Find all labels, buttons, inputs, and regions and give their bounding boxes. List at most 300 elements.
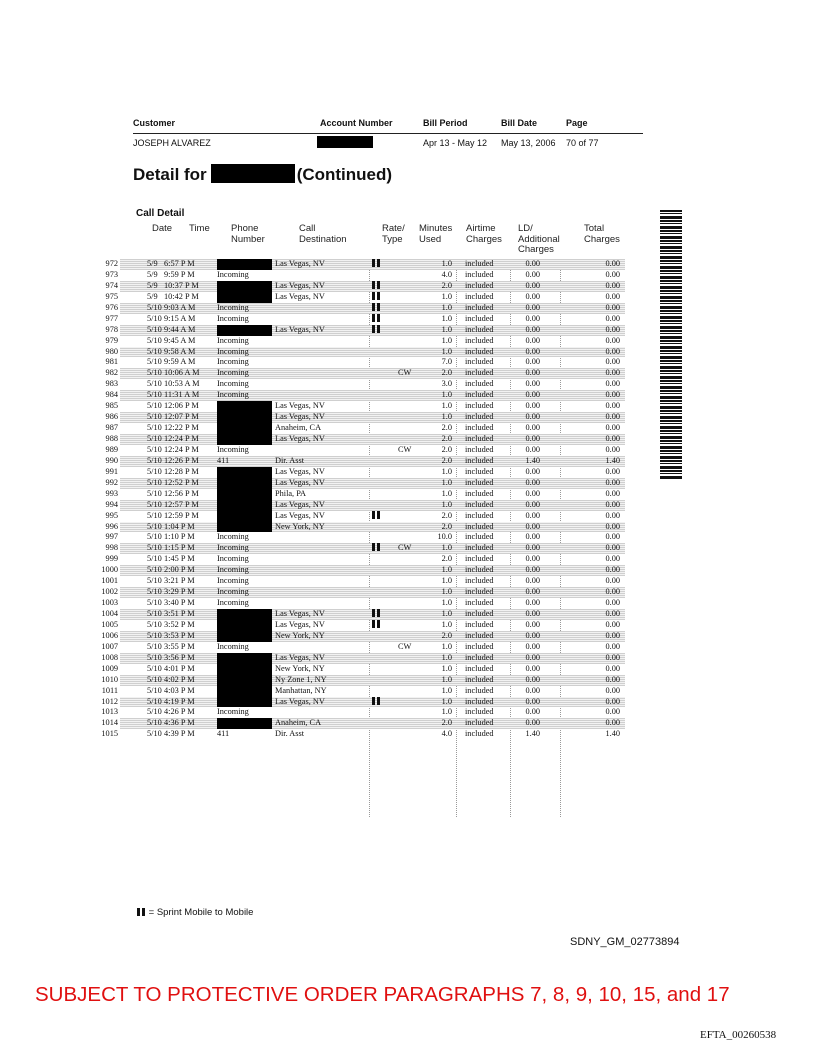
- phone-number-redaction: [217, 675, 272, 686]
- row-number: 998: [105, 543, 118, 553]
- minutes-used: 1.0: [441, 302, 452, 312]
- total-charges: 0.00: [605, 488, 620, 498]
- minutes-used: 1.0: [441, 598, 452, 608]
- row-number: 984: [105, 390, 118, 400]
- call-time: 3:21 P M: [164, 576, 195, 586]
- ld-charges: 0.00: [525, 696, 540, 706]
- legend: [137, 907, 253, 918]
- phone-number-redaction: [217, 281, 272, 292]
- total-charges: 0.00: [605, 696, 620, 706]
- row-number: 982: [105, 368, 118, 378]
- row-number: 979: [105, 335, 118, 345]
- call-time: 9:44 A M: [164, 324, 196, 334]
- total-charges: 0.00: [605, 685, 620, 695]
- minutes-used: 10.0: [437, 532, 452, 542]
- minutes-used: 1.0: [441, 663, 452, 673]
- airtime-charges: included: [465, 269, 494, 279]
- airtime-charges: included: [465, 609, 494, 618]
- row-number: 1008: [101, 652, 118, 662]
- minutes-used: 2.0: [441, 455, 452, 465]
- table-row: [105, 488, 625, 500]
- total-charges: 0.00: [605, 259, 620, 268]
- call-date: 5/9: [147, 269, 158, 279]
- row-number: 1002: [101, 587, 118, 597]
- airtime-charges: included: [465, 466, 494, 476]
- total-charges: 0.00: [605, 412, 620, 422]
- minutes-used: 1.0: [441, 543, 452, 553]
- call-destination: Las Vegas, NV: [275, 291, 325, 301]
- call-destination: Las Vegas, NV: [275, 696, 325, 706]
- total-charges: 0.00: [605, 302, 620, 312]
- call-time: 4:26 P M: [164, 707, 195, 717]
- row-number: 993: [105, 488, 118, 498]
- sprint-mobile-to-mobile-icon: [372, 281, 381, 292]
- minutes-used: 2.0: [441, 630, 452, 640]
- ld-charges: 0.00: [525, 532, 540, 542]
- call-date: 5/10: [147, 401, 162, 411]
- call-destination: Las Vegas, NV: [275, 466, 325, 476]
- ld-charges: 0.00: [525, 313, 540, 323]
- call-date: 5/10: [147, 521, 162, 531]
- call-time: 4:36 P M: [164, 718, 195, 728]
- airtime-charges: included: [465, 379, 494, 389]
- total-charges: 0.00: [605, 313, 620, 323]
- call-destination: Las Vegas, NV: [275, 609, 325, 618]
- call-destination: Dir. Asst: [275, 729, 305, 739]
- ld-charges: 0.00: [525, 521, 540, 531]
- minutes-used: 2.0: [441, 423, 452, 433]
- ld-charges: 0.00: [525, 401, 540, 411]
- page-number: 70 of 77: [566, 138, 599, 148]
- minutes-used: 4.0: [441, 729, 452, 739]
- table-row: [101, 587, 625, 598]
- call-date: 5/10: [147, 357, 162, 367]
- total-charges: 0.00: [605, 598, 620, 608]
- airtime-charges: included: [465, 302, 494, 312]
- row-number: 990: [105, 455, 118, 465]
- table-row: [105, 532, 625, 543]
- row-number: 994: [105, 499, 118, 509]
- call-time: 1:15 P M: [164, 543, 195, 553]
- airtime-charges: included: [465, 663, 494, 673]
- sprint-mobile-to-mobile-icon: [372, 511, 381, 522]
- total-charges: 0.00: [605, 346, 620, 356]
- call-destination: Las Vegas, NV: [275, 324, 325, 334]
- airtime-charges: included: [465, 685, 494, 695]
- call-time: 1:10 P M: [164, 532, 195, 542]
- call-date: 5/10: [147, 685, 162, 695]
- minutes-used: 3.0: [441, 379, 452, 389]
- row-number: 986: [105, 412, 118, 422]
- row-number: 1005: [101, 619, 118, 629]
- phone-number: 411: [217, 455, 230, 465]
- ld-charges: 0.00: [525, 390, 540, 400]
- call-destination: New York, NY: [275, 630, 325, 640]
- ld-charges: 0.00: [525, 652, 540, 662]
- phone-number: Incoming: [217, 598, 249, 608]
- table-row: [101, 707, 625, 718]
- phone-number: Incoming: [217, 346, 249, 356]
- table-row: [105, 324, 625, 336]
- minutes-used: 1.0: [441, 499, 452, 509]
- sprint-mobile-to-mobile-icon: [372, 543, 381, 554]
- table-row: [105, 412, 625, 423]
- phone-number-redaction: [217, 522, 272, 533]
- total-charges: 0.00: [605, 609, 620, 618]
- airtime-charges: included: [465, 587, 494, 597]
- airtime-charges: included: [465, 313, 494, 323]
- col-time: [189, 224, 210, 235]
- phone-number-redaction: [217, 609, 272, 620]
- call-date: 5/10: [147, 652, 162, 662]
- row-number: 981: [105, 357, 118, 367]
- table-row: [105, 401, 625, 412]
- ld-charges: 0.00: [525, 619, 540, 629]
- call-time: 3:55 P M: [164, 641, 195, 651]
- call-time: 9:58 A M: [164, 346, 196, 356]
- minutes-used: 7.0: [441, 357, 452, 367]
- total-charges: 0.00: [605, 641, 620, 651]
- phone-number: Incoming: [217, 587, 249, 597]
- ld-charges: 0.00: [525, 598, 540, 608]
- call-destination: New York, NY: [275, 521, 325, 531]
- call-date: 5/10: [147, 718, 162, 728]
- row-number: 1004: [101, 609, 118, 618]
- table-row: [101, 598, 625, 609]
- call-destination: Dir. Asst: [275, 455, 305, 465]
- phone-number: Incoming: [217, 565, 249, 575]
- bill-period: Apr 13 - May 12: [423, 138, 488, 148]
- phone-number: Incoming: [217, 302, 249, 312]
- call-time: 12:24 P M: [164, 444, 199, 454]
- total-charges: 0.00: [605, 368, 620, 378]
- row-number: 1009: [101, 663, 118, 673]
- total-charges: 0.00: [605, 674, 620, 684]
- total-charges: 0.00: [605, 379, 620, 389]
- call-destination: Las Vegas, NV: [275, 510, 325, 520]
- minutes-used: 1.0: [441, 576, 452, 586]
- minutes-used: 1.0: [441, 466, 452, 476]
- table-row: [101, 630, 625, 642]
- table-row: [101, 663, 625, 675]
- total-charges: 0.00: [605, 630, 620, 640]
- minutes-used: 1.0: [441, 587, 452, 597]
- table-row: [101, 609, 625, 620]
- col-minutes: Minutes Used: [419, 223, 453, 245]
- airtime-charges: included: [465, 521, 494, 531]
- col-total: Total Charges: [584, 223, 620, 245]
- total-charges: 0.00: [605, 554, 620, 564]
- table-row: [105, 521, 625, 533]
- row-number: 987: [105, 423, 118, 433]
- table-row: [105, 357, 625, 368]
- call-time: 3:52 P M: [164, 619, 195, 629]
- phone-number-redaction: [217, 325, 272, 336]
- minutes-used: 1.0: [441, 412, 452, 422]
- total-charges: 0.00: [605, 335, 620, 345]
- table-row: [101, 674, 625, 686]
- airtime-charges: included: [465, 707, 494, 717]
- minutes-used: 2.0: [441, 434, 452, 443]
- call-date: 5/10: [147, 499, 162, 509]
- airtime-charges: included: [465, 259, 494, 268]
- airtime-charges: included: [465, 434, 494, 443]
- phone-number: Incoming: [217, 379, 249, 389]
- call-date: 5/10: [147, 477, 162, 487]
- table-row: [105, 280, 625, 292]
- total-charges: 0.00: [605, 401, 620, 411]
- table-row: [105, 543, 625, 554]
- row-number: 999: [105, 554, 118, 564]
- airtime-charges: included: [465, 652, 494, 662]
- bates-number: SDNY_GM_02773894: [570, 936, 680, 948]
- ld-charges: 0.00: [525, 576, 540, 586]
- table-row: [105, 313, 625, 325]
- airtime-charges: included: [465, 477, 494, 487]
- ld-charges: 0.00: [525, 510, 540, 520]
- airtime-charges: included: [465, 619, 494, 629]
- airtime-charges: included: [465, 423, 494, 433]
- phone-number-redaction: [217, 478, 272, 489]
- col-rate: Rate/ Type: [382, 223, 405, 245]
- call-date: 5/10: [147, 335, 162, 345]
- ld-charges: 0.00: [525, 259, 540, 268]
- call-date: 5/9: [147, 291, 158, 301]
- airtime-charges: included: [465, 488, 494, 498]
- row-number: 973: [105, 269, 118, 279]
- row-number: 997: [105, 532, 118, 542]
- sprint-mobile-to-mobile-icon: [137, 908, 146, 916]
- call-time: 10:06 A M: [164, 368, 200, 378]
- table-row: [101, 685, 625, 697]
- airtime-charges: included: [465, 412, 494, 422]
- phone-number-redaction: [217, 718, 272, 729]
- total-charges: 0.00: [605, 291, 620, 301]
- phone-number: Incoming: [217, 707, 249, 717]
- row-number: 1014: [101, 718, 118, 728]
- airtime-charges: included: [465, 291, 494, 301]
- call-time: 6:57 P M: [164, 259, 195, 268]
- customer-name: JOSEPH ALVAREZ: [133, 138, 211, 148]
- total-charges: 0.00: [605, 532, 620, 542]
- minutes-used: 2.0: [441, 368, 452, 378]
- row-number: 1010: [101, 674, 118, 684]
- row-number: 972: [105, 259, 118, 268]
- row-number: 978: [105, 324, 118, 334]
- sprint-mobile-to-mobile-icon: [372, 314, 381, 325]
- ld-charges: 0.00: [525, 554, 540, 564]
- ld-charges: 0.00: [525, 444, 540, 454]
- call-time: 12:56 P M: [164, 488, 199, 498]
- call-date: 5/10: [147, 466, 162, 476]
- minutes-used: 1.0: [441, 565, 452, 575]
- total-charges: 0.00: [605, 576, 620, 586]
- minutes-used: 1.0: [441, 346, 452, 356]
- row-number: 988: [105, 434, 118, 443]
- call-time: 9:59 A M: [164, 357, 196, 367]
- call-date: 5/10: [147, 587, 162, 597]
- row-number: 985: [105, 401, 118, 411]
- row-number: 1012: [101, 696, 118, 706]
- call-destination: Las Vegas, NV: [275, 412, 325, 422]
- table-row: [105, 302, 625, 314]
- call-time: 12:57 P M: [164, 499, 199, 509]
- minutes-used: 1.0: [441, 390, 452, 400]
- call-destination: Las Vegas, NV: [275, 280, 325, 290]
- row-number: 996: [105, 521, 118, 531]
- table-row: [105, 423, 625, 434]
- minutes-used: 1.0: [441, 313, 452, 323]
- ld-charges: 0.00: [525, 707, 540, 717]
- ld-charges: 0.00: [525, 423, 540, 433]
- total-charges: 0.00: [605, 707, 620, 717]
- call-date: 5/10: [147, 696, 162, 706]
- total-charges: 0.00: [605, 280, 620, 290]
- phone-number-redaction: [217, 631, 272, 642]
- sprint-mobile-to-mobile-icon: [372, 697, 381, 708]
- total-charges: 0.00: [605, 466, 620, 476]
- bill-date-header: Bill Date: [501, 118, 538, 128]
- bill-period-header: Bill Period: [423, 118, 468, 128]
- col-destination: Call Destination: [299, 223, 347, 245]
- ld-charges: 0.00: [525, 280, 540, 290]
- call-destination: Ny Zone 1, NY: [275, 674, 327, 684]
- call-time: 3:56 P M: [164, 652, 195, 662]
- rate-type: CW: [398, 641, 412, 651]
- airtime-charges: included: [465, 455, 494, 465]
- call-time: 10:53 A M: [164, 379, 200, 389]
- call-date: 5/9: [147, 280, 158, 290]
- call-time: 4:03 P M: [164, 685, 195, 695]
- account-summary: [133, 118, 643, 149]
- call-time: 4:19 P M: [164, 696, 195, 706]
- call-destination: Las Vegas, NV: [275, 652, 325, 662]
- sprint-mobile-to-mobile-icon: [372, 292, 381, 303]
- ld-charges: 0.00: [525, 368, 540, 378]
- row-number: 995: [105, 510, 118, 520]
- airtime-charges: included: [465, 554, 494, 564]
- col-date-label: Date: [152, 223, 173, 234]
- phone-number: Incoming: [217, 313, 249, 323]
- account-values: [133, 135, 643, 149]
- ld-charges: 0.00: [525, 335, 540, 345]
- minutes-used: 1.0: [441, 488, 452, 498]
- call-date: 5/10: [147, 434, 162, 443]
- minutes-used: 1.0: [441, 696, 452, 706]
- table-row: [105, 390, 625, 401]
- airtime-charges: included: [465, 346, 494, 356]
- call-time: 12:22 P M: [164, 423, 199, 433]
- table-row: [101, 641, 625, 653]
- minutes-used: 2.0: [441, 510, 452, 520]
- call-destination: Anaheim, CA: [275, 718, 322, 728]
- ld-charges: 1.40: [525, 729, 540, 739]
- account-number-redaction: [317, 136, 373, 148]
- call-time: 10:37 P M: [164, 280, 199, 290]
- ld-charges: 0.00: [525, 609, 540, 618]
- phone-number-redaction: [217, 467, 272, 478]
- total-charges: 0.00: [605, 663, 620, 673]
- total-charges: 0.00: [605, 499, 620, 509]
- table-row: [105, 335, 625, 347]
- ld-charges: 0.00: [525, 674, 540, 684]
- minutes-used: 1.0: [441, 401, 452, 411]
- customer-header: Customer: [133, 118, 176, 128]
- phone-number-redaction: [217, 401, 272, 412]
- call-date: 5/10: [147, 444, 162, 454]
- phone-number: Incoming: [217, 444, 249, 454]
- minutes-used: 1.0: [441, 259, 452, 268]
- total-charges: 0.00: [605, 587, 620, 597]
- call-destination: Las Vegas, NV: [275, 477, 325, 487]
- title-prefix: Detail for: [133, 165, 207, 184]
- table-row: [105, 269, 625, 281]
- table-row: [105, 434, 625, 445]
- col-date: [152, 224, 172, 235]
- call-time: 10:42 P M: [164, 291, 199, 301]
- account-number-header: Account Number: [320, 118, 393, 128]
- phone-number-redaction: [217, 500, 272, 511]
- call-time: 12:07 P M: [164, 412, 199, 422]
- table-row: [101, 696, 625, 708]
- phone-number: Incoming: [217, 368, 249, 378]
- total-charges: 0.00: [605, 543, 620, 553]
- call-date: 5/10: [147, 598, 162, 608]
- call-date: 5/10: [147, 619, 162, 629]
- airtime-charges: included: [465, 368, 494, 378]
- barcode: [660, 210, 682, 480]
- row-number: 977: [105, 313, 118, 323]
- col-phone: Phone Number: [231, 223, 265, 245]
- table-row: [105, 291, 625, 303]
- minutes-used: 1.0: [441, 291, 452, 301]
- call-date: 5/10: [147, 302, 162, 312]
- minutes-used: 1.0: [441, 477, 452, 487]
- phone-number: 411: [217, 729, 230, 739]
- call-date: 5/10: [147, 641, 162, 651]
- airtime-charges: included: [465, 696, 494, 706]
- phone-number: Incoming: [217, 576, 249, 586]
- ld-charges: 0.00: [525, 488, 540, 498]
- phone-number-redaction: [217, 489, 272, 500]
- row-number: 1013: [101, 707, 118, 717]
- airtime-charges: included: [465, 565, 494, 575]
- ld-charges: 0.00: [525, 587, 540, 597]
- minutes-used: 2.0: [441, 521, 452, 531]
- table-row: [105, 477, 625, 489]
- minutes-used: 4.0: [441, 269, 452, 279]
- phone-number-redaction: [217, 653, 272, 664]
- ld-charges: 0.00: [525, 269, 540, 279]
- total-charges: 0.00: [605, 565, 620, 575]
- call-date: 5/10: [147, 543, 162, 553]
- phone-number-redaction: [217, 412, 272, 423]
- total-charges: 0.00: [605, 718, 620, 728]
- call-time: 1:04 P M: [164, 521, 195, 531]
- minutes-used: 1.0: [441, 335, 452, 345]
- call-date: 5/10: [147, 532, 162, 542]
- total-charges: 0.00: [605, 521, 620, 531]
- ld-charges: 0.00: [525, 412, 540, 422]
- rate-type: CW: [398, 368, 412, 378]
- call-date: 5/10: [147, 609, 162, 618]
- call-time: 3:29 P M: [164, 587, 195, 597]
- ld-charges: 0.00: [525, 434, 540, 443]
- call-time: 12:06 P M: [164, 401, 199, 411]
- header-rule: [133, 133, 643, 134]
- table-row: [105, 379, 625, 390]
- call-destination: Phila, PA: [275, 488, 307, 498]
